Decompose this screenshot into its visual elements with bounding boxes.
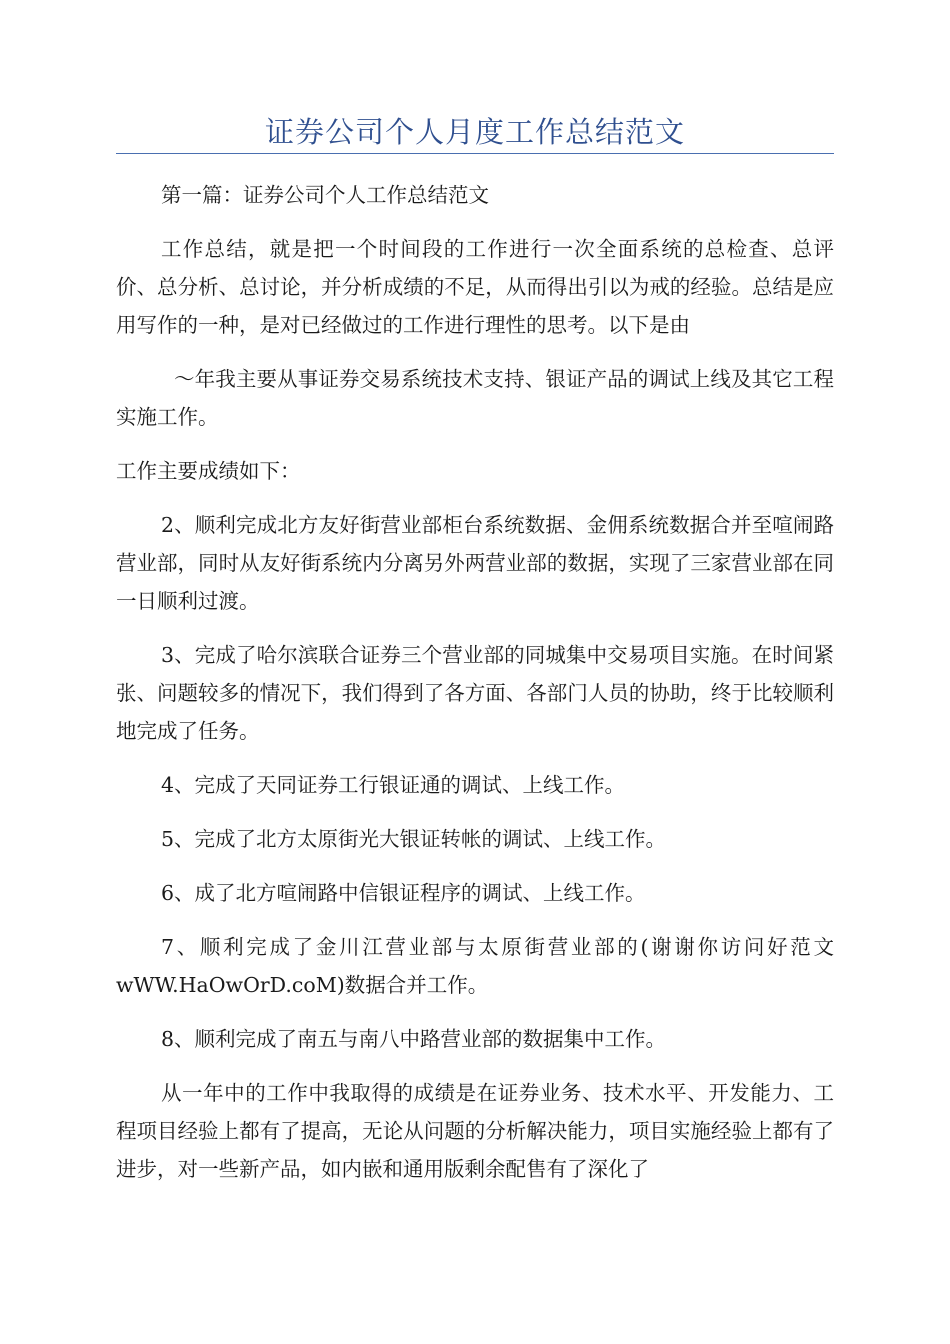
paragraph-heading: 第一篇：证券公司个人工作总结范文 — [161, 183, 489, 207]
paragraph-item-8: 8、顺利完成了南五与南八中路营业部的数据集中工作。 — [161, 1027, 667, 1051]
title-underline — [116, 153, 834, 154]
paragraph-achievements-heading: 工作主要成绩如下： — [116, 459, 301, 483]
document-body — [116, 176, 834, 1204]
paragraph-item-5: 5、完成了北方太原街光大银证转帐的调试、上线工作。 — [161, 827, 667, 851]
paragraph-item-3: 3、完成了哈尔滨联合证券三个营业部的同城集中交易项目实施。在时间紧张、问题较多的情况下，我们得到了各方面、各部门人员的协助，终于比较顺利地完成了任务。 — [116, 643, 834, 743]
paragraph-item-2: 2、顺利完成北方友好街营业部柜台系统数据、金佣系统数据合并至喧闹路营业部，同时从友好街系统内分离另外两营业部的数据，实现了三家营业部在同一日顺利过渡。 — [116, 513, 834, 613]
paragraph-intro: 工作总结，就是把一个时间段的工作进行一次全面系统的总检查、总评价、总分析、总讨论，并分析成绩的不足，从而得出引以为戒的经验。总结是应用写作的一种，是对已经做过的工作进行理性的思考。以下是由 — [116, 237, 834, 337]
paragraph-item-6: 6、成了北方喧闹路中信银证程序的调试、上线工作。 — [161, 881, 646, 905]
paragraph-item-4: 4、完成了天同证券工行银证通的调试、上线工作。 — [161, 773, 626, 797]
paragraph-year-summary: ～年我主要从事证券交易系统技术支持、银证产品的调试上线及其它工程实施工作。 — [116, 367, 834, 429]
document-title: 证券公司个人月度工作总结范文 — [264, 115, 685, 149]
paragraph-conclusion: 从一年中的工作中我取得的成绩是在证券业务、技术水平、开发能力、工程项目经验上都有了提高，无论从问题的分析解决能力，项目实施经验上都有了进步，对一些新产品，如内嵌和通用版剩余配售有了深化了 — [116, 1081, 834, 1181]
paragraph-item-7: 7、顺利完成了金川江营业部与太原街营业部的(谢谢你访问好范文wWW.HaOwOrD.coM)数据合并工作。 — [116, 935, 834, 997]
